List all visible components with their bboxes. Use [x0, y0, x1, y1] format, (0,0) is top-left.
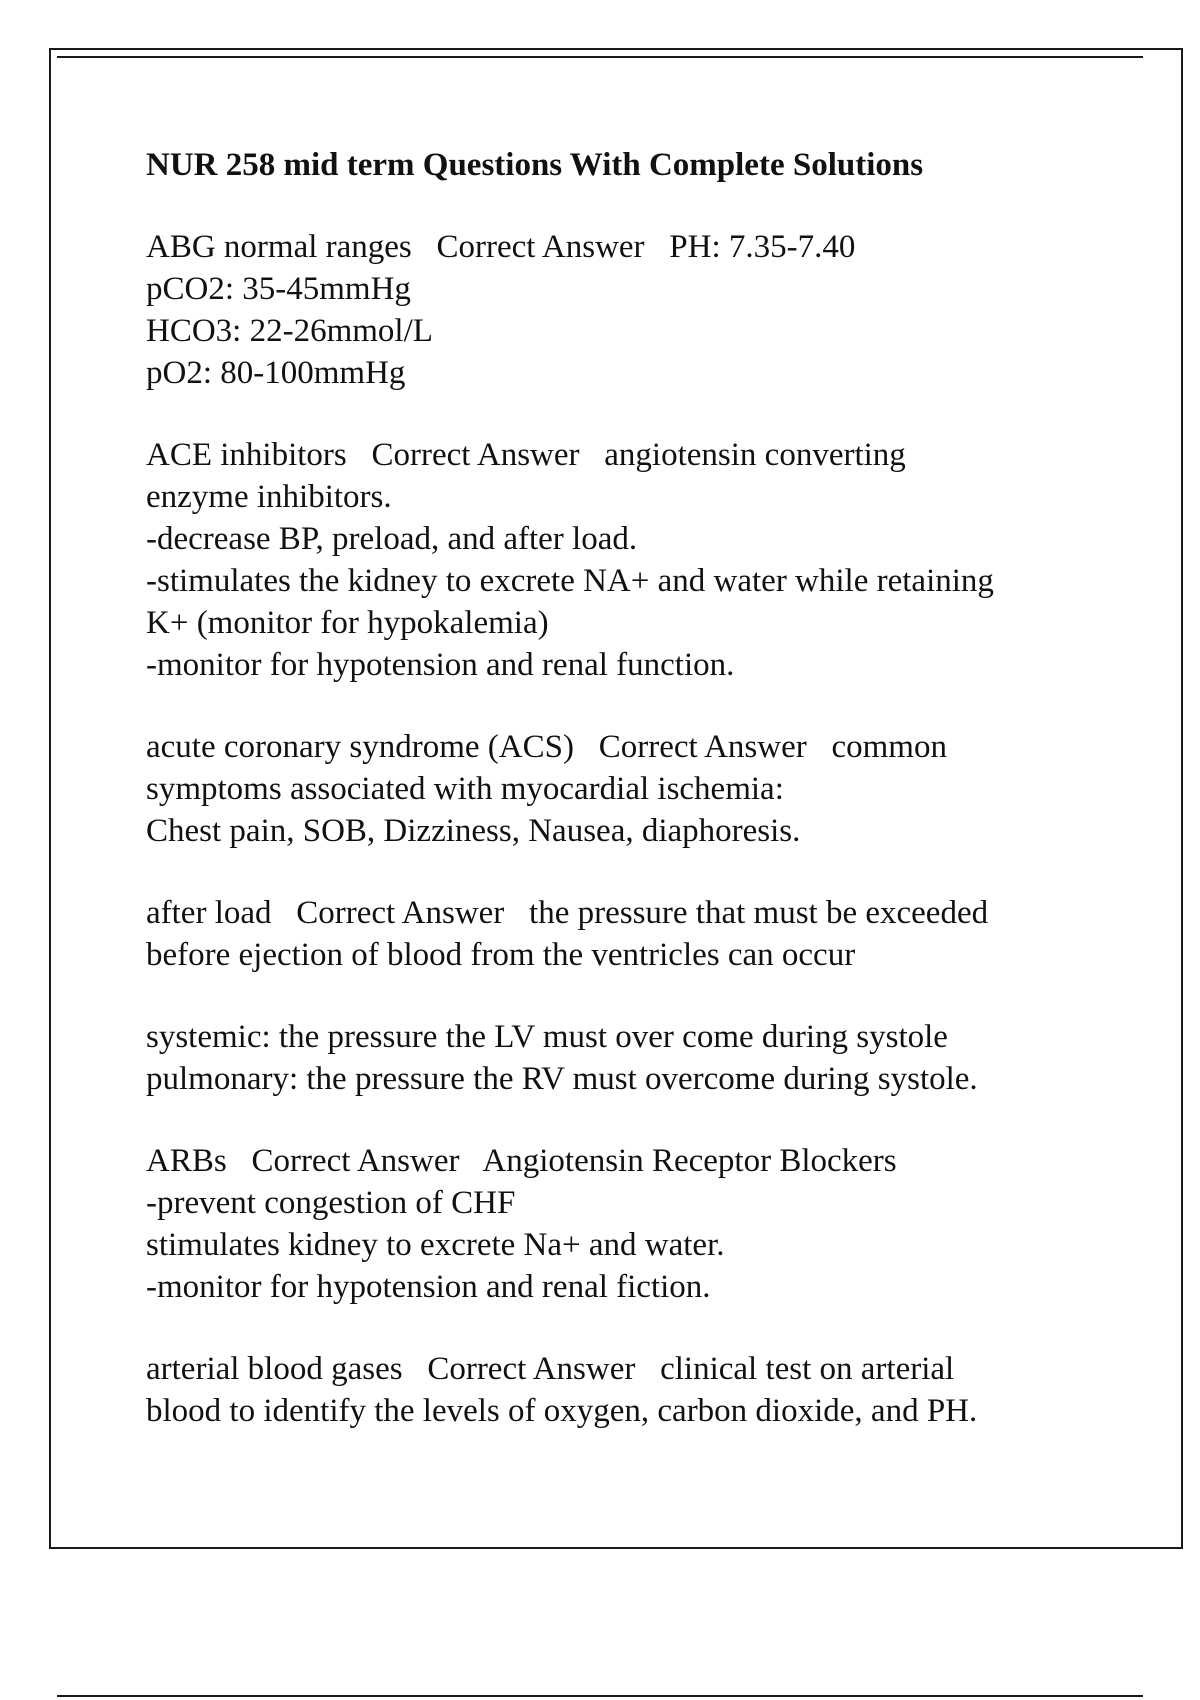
entry-line: Chest pain, SOB, Dizziness, Nausea, diaphoresis.: [146, 813, 801, 849]
entry-line: HCO3: 22-26mmol/L: [146, 313, 433, 349]
entry-line: -decrease BP, preload, and after load.: [146, 521, 638, 557]
entry-line: acute coronary syndrome (ACS) Correct Answer common: [146, 729, 947, 765]
entry-line: stimulates kidney to excrete Na+ and water.: [146, 1227, 725, 1263]
entry-line: pulmonary: the pressure the RV must overcome during systole.: [146, 1061, 978, 1097]
entry-line: ARBs Correct Answer Angiotensin Receptor Blockers: [146, 1143, 897, 1179]
entry-line: -monitor for hypotension and renal fiction.: [146, 1269, 711, 1305]
document-body: [146, 144, 1146, 1472]
entry-abg-normal-ranges: [146, 226, 1146, 394]
entry-line: symptoms associated with myocardial ischemia:: [146, 771, 784, 807]
entry-line: K+ (monitor for hypokalemia): [146, 605, 549, 641]
entry-line: blood to identify the levels of oxygen, carbon dioxide, and PH.: [146, 1393, 978, 1429]
document-title: NUR 258 mid term Questions With Complete Solutions: [146, 147, 924, 183]
entry-line: enzyme inhibitors.: [146, 479, 392, 515]
entry-line: -monitor for hypotension and renal function.: [146, 647, 735, 683]
entry-line: -stimulates the kidney to excrete NA+ and water while retaining: [146, 563, 994, 599]
entry-line: systemic: the pressure the LV must over come during systole: [146, 1019, 948, 1055]
entry-after-load: [146, 892, 1146, 976]
entry-line: ACE inhibitors Correct Answer angiotensin converting: [146, 437, 906, 473]
entry-acute-coronary-syndrome: [146, 726, 1146, 852]
entry-ace-inhibitors: [146, 434, 1146, 686]
entry-line: after load Correct Answer the pressure that must be exceeded: [146, 895, 989, 931]
entry-arbs: [146, 1140, 1146, 1308]
entry-systemic-pulmonary: [146, 1016, 1146, 1100]
footer-rule: [57, 1695, 1143, 1697]
entry-line: ABG normal ranges Correct Answer PH: 7.35-7.40: [146, 229, 856, 265]
entry-line: pCO2: 35-45mmHg: [146, 271, 411, 307]
entry-line: -prevent congestion of CHF: [146, 1185, 516, 1221]
entry-line: pO2: 80-100mmHg: [146, 355, 406, 391]
header-rule: [57, 56, 1143, 58]
entry-line: arterial blood gases Correct Answer clinical test on arterial: [146, 1351, 955, 1387]
entry-arterial-blood-gases: [146, 1348, 1146, 1432]
entry-line: before ejection of blood from the ventricles can occur: [146, 937, 856, 973]
